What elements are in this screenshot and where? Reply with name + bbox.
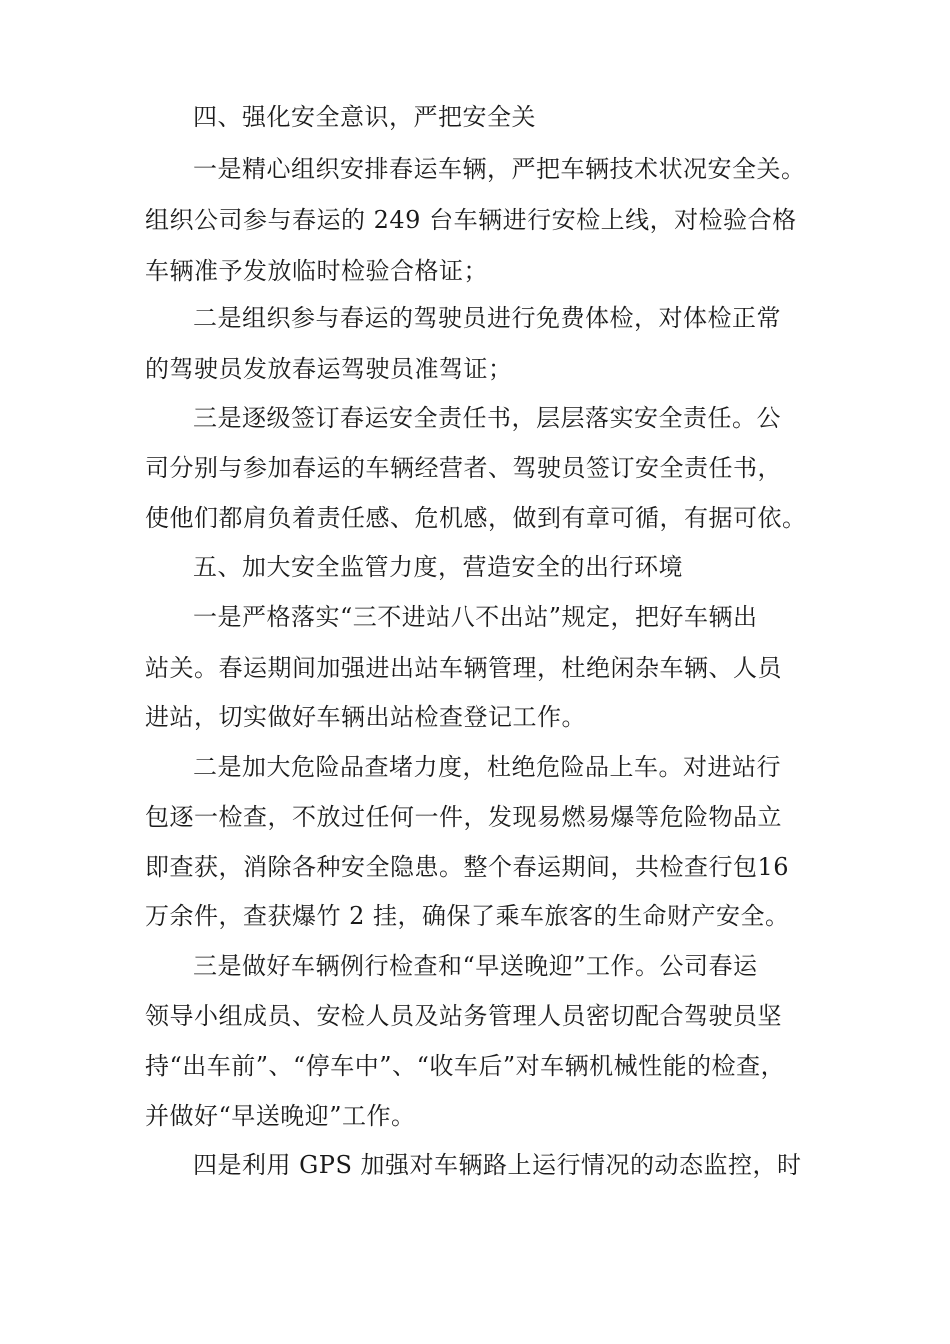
paragraph-line: 二是加大危险品查堵力度，杜绝危险品上车。对进站行 — [193, 753, 781, 781]
paragraph-line: 进站，切实做好车辆出站检查登记工作。 — [145, 703, 586, 731]
section-heading-4: 四、强化安全意识，严把安全关 — [193, 103, 536, 131]
paragraph-line: 使他们都肩负着责任感、危机感，做到有章可循，有据可依。 — [145, 504, 807, 532]
paragraph-line: 车辆准予发放临时检验合格证； — [145, 257, 488, 285]
paragraph-line: 领导小组成员、安检人员及站务管理人员密切配合驾驶员坚 — [145, 1002, 782, 1030]
paragraph-line: 即查获，消除各种安全隐患。整个春运期间，共检查行包16 — [145, 853, 790, 881]
paragraph-line: 一是严格落实“三不进站八不出站”规定，把好车辆出 — [193, 603, 758, 631]
paragraph-line: 的驾驶员发放春运驾驶员准驾证； — [145, 355, 513, 383]
paragraph-line: 包逐一检查，不放过任何一件，发现易燃易爆等危险物品立 — [145, 803, 782, 831]
paragraph-line: 站关。春运期间加强进出站车辆管理，杜绝闲杂车辆、人员 — [145, 654, 782, 682]
paragraph-line: 万余件，查获爆竹 2 挂，确保了乘车旅客的生命财产安全。 — [145, 902, 790, 930]
paragraph-line: 三是做好车辆例行检查和“早送晚迎”工作。公司春运 — [193, 952, 758, 980]
paragraph-line: 四是利用 GPS 加强对车辆路上运行情况的动态监控，时 — [193, 1151, 802, 1179]
paragraph-line: 并做好“早送晚迎”工作。 — [145, 1102, 416, 1130]
paragraph-line: 司分别与参加春运的车辆经营者、驾驶员签订安全责任书， — [145, 454, 782, 482]
paragraph-line: 一是精心组织安排春运车辆，严把车辆技术状况安全关。 — [193, 155, 806, 183]
paragraph-line: 三是逐级签订春运安全责任书，层层落实安全责任。公 — [193, 404, 781, 432]
paragraph-line: 二是组织参与春运的驾驶员进行免费体检，对体检正常 — [193, 304, 781, 332]
paragraph-line: 组织公司参与春运的 249 台车辆进行安检上线，对检验合格 — [145, 206, 797, 234]
section-heading-5: 五、加大安全监管力度，营造安全的出行环境 — [193, 553, 683, 581]
paragraph-line: 持“出车前”、“停车中”、“收车后”对车辆机械性能的检查， — [145, 1052, 786, 1080]
